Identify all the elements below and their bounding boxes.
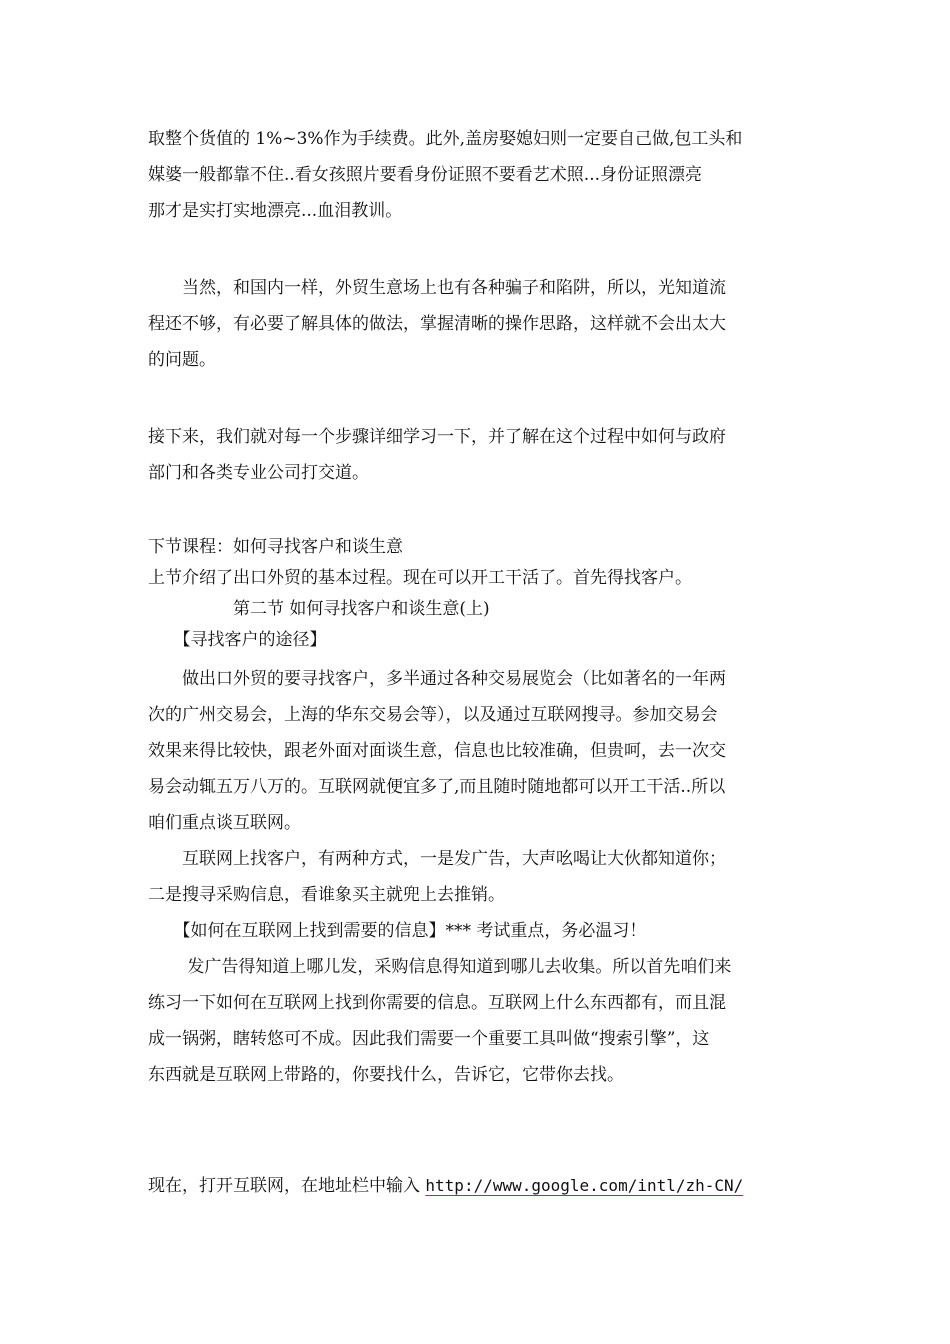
- text-line: 咱们重点谈互联网。: [148, 813, 301, 833]
- text-line: [148, 1168, 808, 1204]
- paragraph-open-internet: [148, 1168, 808, 1204]
- text-line: 发广告得知道上哪儿发，采购信息得知道到哪儿去收集。所以首先咱们来: [148, 957, 732, 977]
- text-line: 次的广州交易会，上海的华东交易会等），以及通过互联网搜寻。参加交易会: [148, 705, 718, 725]
- next-lesson-title: 下节课程：如何寻找客户和谈生意: [148, 537, 403, 557]
- paragraph-next-lesson-heading-block: [148, 532, 808, 1093]
- text-line: 练习一下如何在互联网上找到你需要的信息。互联网上什么东西都有，而且混: [148, 993, 726, 1013]
- text-line: 程还不够，有必要了解具体的做法，掌握清晰的操作思路，这样就不会出太大: [148, 314, 726, 334]
- text-line: 接下来，我们就对每一个步骤详细学习一下，并了解在这个过程中如何与政府: [148, 427, 726, 447]
- paragraph-fee-note: [148, 121, 808, 229]
- text-line: 的问题。: [148, 350, 216, 370]
- subsection-heading: 【寻找客户的途径】: [148, 630, 327, 650]
- instruction-text: 现在，打开互联网，在地址栏中输入: [148, 1176, 426, 1196]
- paragraph-next-steps: [148, 419, 808, 491]
- google-url-link[interactable]: http://www.google.com/intl/zh-CN/: [425, 1176, 744, 1195]
- text-line: 易会动辄五万八万的。互联网就便宜多了,而且随时随地都可以开工干活..所以: [148, 777, 726, 797]
- text-line: 上节介绍了出口外贸的基本过程。现在可以开工干活了。首先得找客户。: [148, 568, 692, 588]
- text-line: 效果来得比较快，跟老外面对面谈生意，信息也比较准确，但贵呵，去一次交: [148, 741, 726, 761]
- text-line: 东西就是互联网上带路的，你要找什么，告诉它，它带你去找。: [148, 1065, 624, 1085]
- text-line: 二是搜寻采购信息，看谁象买主就兜上去推销。: [148, 885, 505, 905]
- text-line: 互联网上找客户，有两种方式，一是发广告，大声吆喝让大伙都知道你；: [148, 849, 726, 869]
- text-line: 成一锅粥，瞎转悠可不成。因此我们需要一个重要工具叫做“搜索引擎”，这: [148, 1029, 710, 1049]
- text-line: 那才是实打实地漂亮...血泪教训。: [148, 201, 403, 221]
- text-line: 取整个货值的 1%~3%作为手续费。此外,盖房娶媳妇则一定要自己做,包工头和: [148, 129, 743, 149]
- text-line: 部门和各类专业公司打交道。: [148, 463, 369, 483]
- section-heading: 第二节 如何寻找客户和谈生意(上): [148, 599, 490, 619]
- text-line: 当然，和国内一样，外贸生意场上也有各种骗子和陷阱，所以，光知道流: [148, 278, 726, 298]
- text-line: 做出口外贸的要寻找客户，多半通过各种交易展览会（比如著名的一年两: [148, 669, 726, 689]
- text-line: 媒婆一般都靠不住..看女孩照片要看身份证照不要看艺术照...身份证照漂亮: [148, 165, 703, 185]
- paragraph-traps-warning: [148, 270, 808, 378]
- subsection-heading: 【如何在互联网上找到需要的信息】*** 考试重点，务必温习！: [148, 921, 647, 941]
